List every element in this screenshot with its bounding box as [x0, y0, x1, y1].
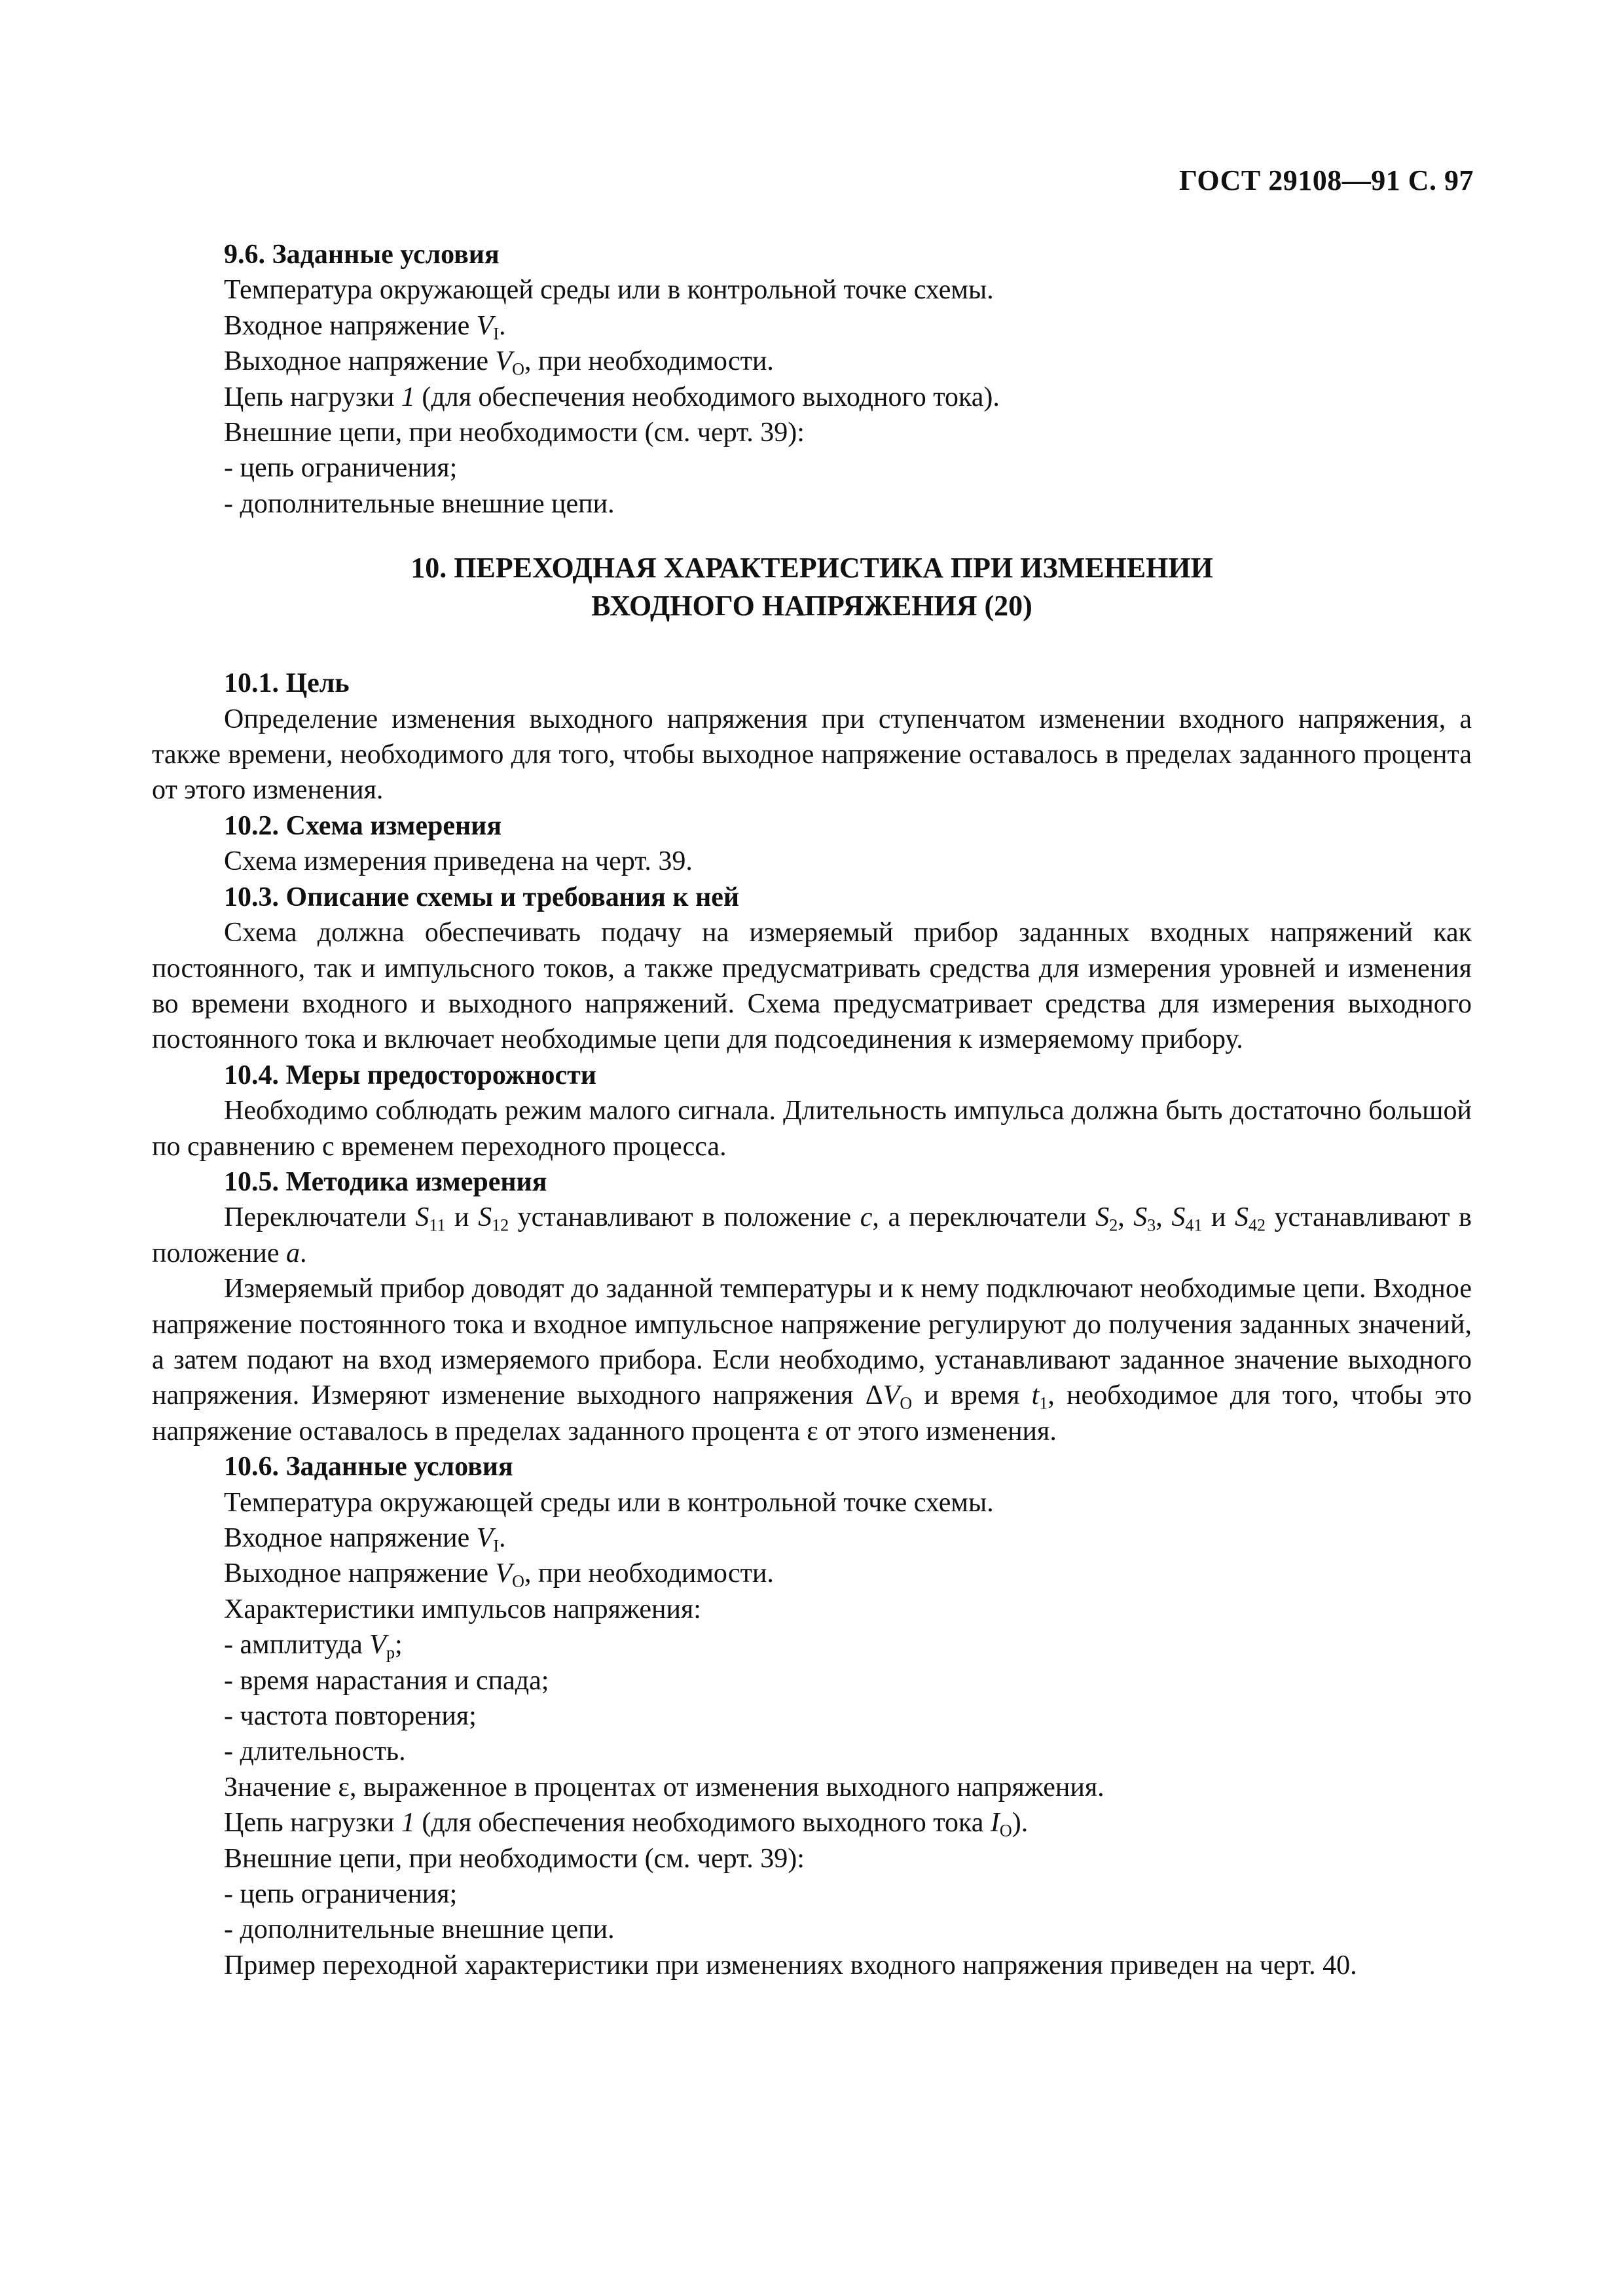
- s96-line-input-voltage: Входное напряжение $V_I$.: [224, 310, 506, 344]
- section-heading-10-6: 10.6. Заданные условия: [224, 1452, 513, 1482]
- section-heading-9-6: 9.6. Заданные условия: [224, 240, 500, 270]
- s106-line-epsilon: Значение ε, выраженное в процентах от изменения выходного напряжения.: [224, 1772, 1104, 1803]
- s106-list-item-additional: - дополнительные внешние цепи.: [224, 1914, 615, 1945]
- section-heading-10-1: 10.1. Цель: [224, 668, 350, 699]
- section-title-10: [152, 549, 1472, 625]
- s106-line-input-voltage: Входное напряжение $V_I$.: [224, 1523, 506, 1556]
- s96-list-item-limit: - цепь ограничения;: [224, 453, 458, 484]
- s106-list-item-amplitude: - амплитуда $V_p$;: [224, 1630, 403, 1662]
- s96-line-output-voltage: Выходное напряжение $V_O$, при необходимости.: [224, 346, 774, 379]
- s105-paragraph-procedure: Измеряемый прибор доводят до заданной температуры и к нему подключают необходимые цепи. Входное напряжение постоянного тока и входное импульсное напряжение регулируют до получения заданных значений, а затем подают на вход измеряемого прибора. Если необходимо, устанавливают заданное значение выходного напряжения. Измеряют изменение выходного напряжения $\Delta V_O$ и время $t_1$, необходимое для того, чтобы это напряжение оставалось в пределах заданного процента ε от этого изменения.: [152, 1274, 1472, 1446]
- section-heading-10-3: 10.3. Описание схемы и требования к ней: [224, 882, 740, 912]
- s106-list-item-duration: - длительность.: [224, 1736, 406, 1767]
- s106-line-output-voltage: Выходное напряжение $V_O$, при необходимости.: [224, 1558, 774, 1591]
- s96-line-load-circuit: Цепь нагрузки 1 (для обеспечения необходимого выходного тока).: [224, 382, 1000, 412]
- section-heading-10-2: 10.2. Схема измерения: [224, 810, 502, 841]
- s96-line-temperature: Температура окружающей среды или в контрольной точке схемы.: [224, 275, 994, 306]
- s105-paragraph-switches: Переключатели $S_{11}$ и $S_{12}$ устанавливают в положение c, а переключатели $S_2$, $S_3$, $S_{41}$ и $S_{42}$ устанавливают в положение a.: [152, 1202, 1472, 1268]
- document-body: [152, 237, 1472, 1983]
- s103-paragraph: Схема должна обеспечивать подачу на измеряемый прибор заданных входных напряжений как постоянного, так и импульсного токов, а также предусматривать средства для измерения уровней и изменения во времени входного и выходного напряжений. Схема предусматривает средства для измерения выходного постоянного тока и включает необходимые цепи для подсоединения к измеряемому прибору.: [152, 918, 1472, 1055]
- s106-line-pulse-characteristics: Характеристики импульсов напряжения:: [224, 1594, 701, 1624]
- section-heading-10-5: 10.5. Методика измерения: [224, 1166, 547, 1197]
- s106-list-item-limit: - цепь ограничения;: [224, 1879, 458, 1910]
- section-title-line-2: ВХОДНОГО НАПРЯЖЕНИЯ (20): [591, 590, 1032, 622]
- s96-list-item-additional: - дополнительные внешние цепи.: [224, 488, 615, 519]
- s106-line-temperature: Температура окружающей среды или в контрольной точке схемы.: [224, 1487, 994, 1518]
- s106-list-item-rise-fall: - время нарастания и спада;: [224, 1665, 549, 1696]
- section-title-line-1: 10. ПЕРЕХОДНАЯ ХАРАКТЕРИСТИКА ПРИ ИЗМЕНЕНИИ: [410, 552, 1213, 584]
- s106-line-external-circuits: Внешние цепи, при необходимости (см. черт. 39):: [224, 1843, 805, 1874]
- s106-paragraph-example: Пример переходной характеристики при изменениях входного напряжения приведен на черт. 40.: [224, 1950, 1357, 1981]
- s106-line-load-circuit: Цепь нагрузки 1 (для обеспечения необходимого выходного тока $I_O$).: [224, 1808, 1029, 1840]
- s102-paragraph: Схема измерения приведена на черт. 39.: [224, 846, 693, 877]
- s104-paragraph: Необходимо соблюдать режим малого сигнала. Длительность импульса должна быть достаточно большой по сравнению с временем переходного процесса.: [152, 1096, 1472, 1162]
- s101-paragraph: Определение изменения выходного напряжения при ступенчатом изменении входного напряжения, а также времени, необходимого для того, чтобы выходное напряжение оставалось в пределах заданного процента от этого изменения.: [152, 704, 1472, 806]
- s96-line-external-circuits: Внешние цепи, при необходимости (см. черт. 39):: [224, 418, 805, 448]
- page-header: ГОСТ 29108—91 С. 97: [1178, 164, 1474, 196]
- s106-list-item-frequency: - частота повторения;: [224, 1701, 477, 1732]
- section-heading-10-4: 10.4. Меры предосторожности: [224, 1060, 596, 1090]
